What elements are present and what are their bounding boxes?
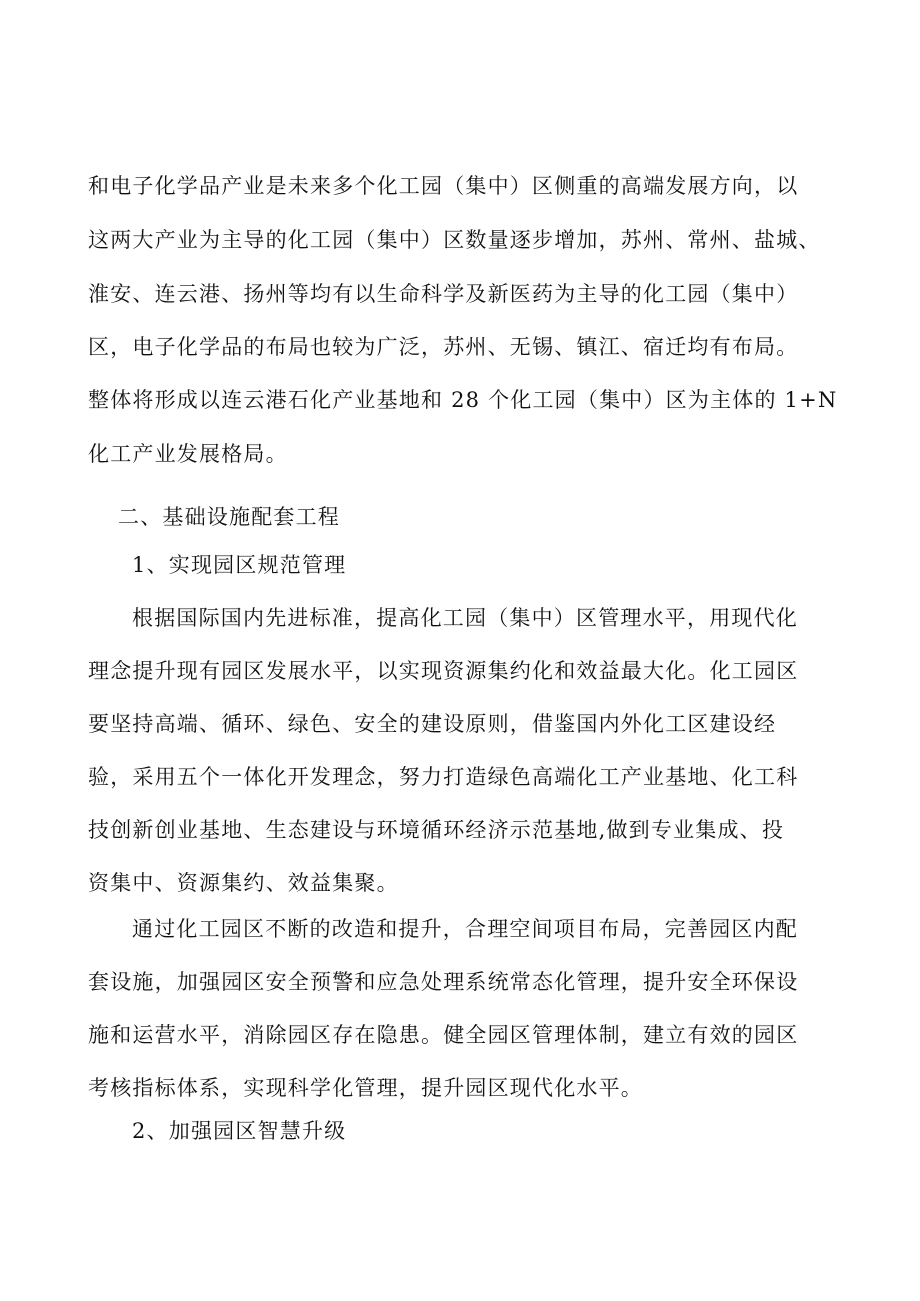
paragraph-2-line-2: 套设施，加强园区安全预警和应急处理系统常态化管理，提升安全环保设 xyxy=(88,970,799,994)
intro-line-4: 区，电子化学品的布局也较为广泛，苏州、无锡、镇江、宿迁均有布局。 xyxy=(88,335,799,359)
paragraph-1-line-4: 验，采用五个一体化开发理念，努力打造绿色高端化工产业基地、化工科 xyxy=(88,765,799,789)
subsection-2-heading: 2、加强园区智慧升级 xyxy=(132,1119,347,1143)
subsection-1-heading: 1、实现园区规范管理 xyxy=(132,553,347,577)
intro-line-1: 和电子化学品产业是未来多个化工园（集中）区侧重的高端发展方向，以 xyxy=(88,174,799,198)
paragraph-1-line-1: 根据国际国内先进标准，提高化工园（集中）区管理水平，用现代化 xyxy=(132,606,798,630)
paragraph-1-line-2: 理念提升现有园区发展水平，以实现资源集约化和效益最大化。化工园区 xyxy=(88,659,799,683)
section-heading: 二、基础设施配套工程 xyxy=(118,505,340,529)
paragraph-2-line-1: 通过化工园区不断的改造和提升，合理空间项目布局，完善园区内配 xyxy=(132,917,798,941)
intro-line-5: 整体将形成以连云港石化产业基地和 28 个化工园（集中）区为主体的 1+N xyxy=(88,388,838,412)
paragraph-1-line-3: 要坚持高端、循环、绿色、安全的建设原则，借鉴国内外化工区建设经 xyxy=(88,712,777,736)
paragraph-2-line-4: 考核指标体系，实现科学化管理，提升园区现代化水平。 xyxy=(88,1076,643,1100)
intro-line-3: 淮安、连云港、扬州等均有以生命科学及新医药为主导的化工园（集中） xyxy=(88,282,799,306)
paragraph-1-line-5: 技创新创业基地、生态建设与环境循环经济示范基地,做到专业集成、投 xyxy=(88,818,785,842)
intro-line-2: 这两大产业为主导的化工园（集中）区数量逐步增加，苏州、常州、盐城、 xyxy=(88,228,821,252)
paragraph-1-line-6: 资集中、资源集约、效益集聚。 xyxy=(88,871,399,895)
intro-line-6: 化工产业发展格局。 xyxy=(88,442,288,466)
paragraph-2-line-3: 施和运营水平，消除园区存在隐患。健全园区管理体制，建立有效的园区 xyxy=(88,1023,799,1047)
